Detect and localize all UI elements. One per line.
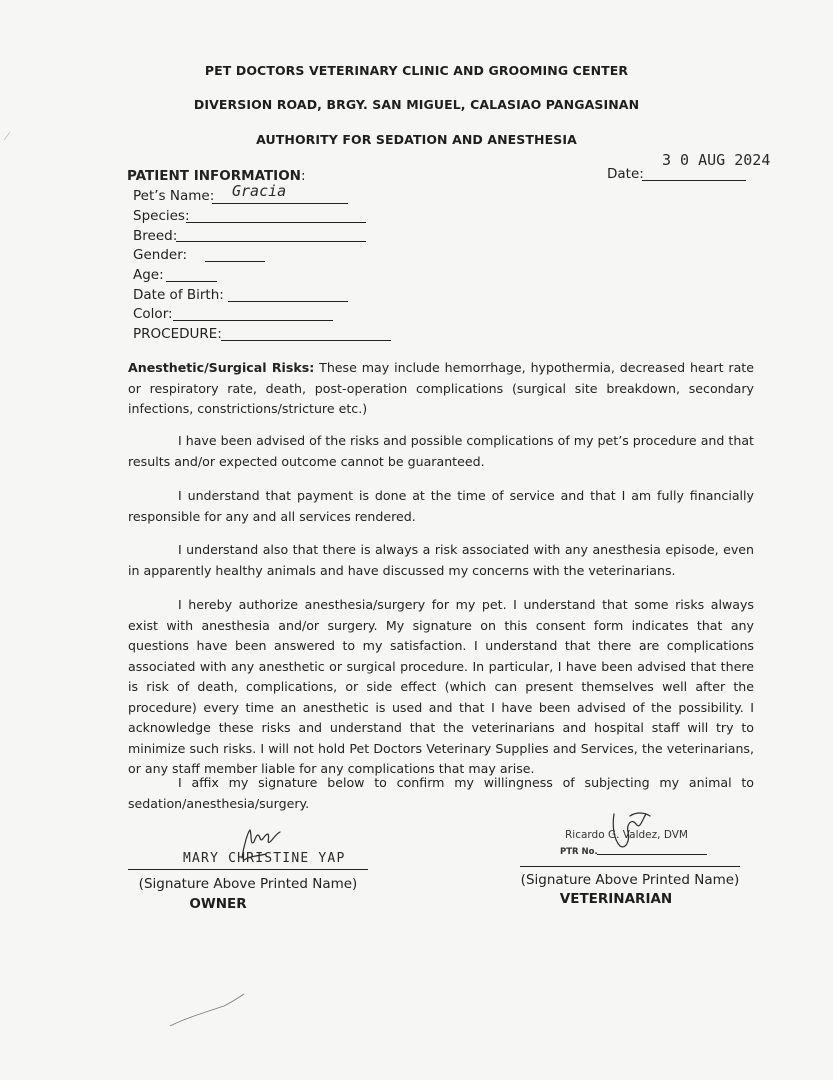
owner-signature-line bbox=[128, 869, 368, 870]
consent-paragraph-5: I affix my signature below to confirm my willingness of subjecting my animal to sedation/anesthesia/surgery. bbox=[128, 775, 754, 811]
color-label: Color: bbox=[133, 306, 173, 322]
breed-label: Breed: bbox=[133, 228, 178, 244]
consent-paragraph-3: I understand also that there is always a risk associated with any anesthesia episode, even in apparently healthy animals and have discussed my concerns with the veterinarians. bbox=[128, 542, 754, 578]
age-line bbox=[166, 281, 217, 282]
consent-paragraph-4: I hereby authorize anesthesia/surgery for my pet. I understand that some risks always exist with anesthesia and/or surgery. My signature on this consent form indicates that any questions have been answered to my satisfaction. I understand that there are complications associated with any anesthetic or surgical procedure. In particular, I have been advised that there is risk of death, complications, or side effect (which can present themselves well after the procedure) every time an anesthetic is used and that I have been advised of the possibility. I acknowledge these risks and understand that the veterinarians and hospital staff will try to minimize such risks. I will not hold Pet Doctors Veterinary Supplies and Services, the veterinarians, or any staff member liable for any complications that may arise. bbox=[128, 597, 754, 776]
species-label: Species: bbox=[133, 208, 190, 224]
scan-artifact-mark bbox=[2, 128, 14, 142]
age-label: Age: bbox=[133, 267, 164, 283]
clinic-name: PET DOCTORS VETERINARY CLINIC AND GROOMING CENTER bbox=[204, 63, 629, 78]
gender-line bbox=[205, 261, 265, 262]
procedure-label: PROCEDURE: bbox=[133, 326, 222, 342]
risks-label: Anesthetic/Surgical Risks: bbox=[128, 360, 315, 375]
pet-name-line bbox=[212, 203, 348, 204]
pet-name-label: Pet’s Name: bbox=[133, 188, 215, 204]
species-line bbox=[186, 222, 366, 223]
clinic-address: DIVERSION ROAD, BRGY. SAN MIGUEL, CALASIAO PANGASINAN bbox=[193, 97, 640, 112]
date-line bbox=[642, 180, 746, 181]
vet-caption: (Signature Above Printed Name) bbox=[520, 872, 740, 888]
vet-signature-line bbox=[520, 866, 740, 867]
owner-caption: (Signature Above Printed Name) bbox=[138, 876, 358, 892]
dob-line bbox=[228, 301, 348, 302]
vet-stamp-name: Ricardo G. Valdez, DVM bbox=[565, 829, 688, 841]
consent-paragraph-2: I understand that payment is done at the time of service and that I am fully financially responsible for any and all services rendered. bbox=[128, 488, 754, 524]
pet-name-value: Gracia bbox=[232, 182, 287, 200]
procedure-line bbox=[221, 340, 391, 341]
risks-paragraph bbox=[128, 358, 754, 420]
vet-stamp-ptr: PTR No. bbox=[560, 847, 598, 857]
date-label: Date: bbox=[607, 166, 644, 182]
form-title: AUTHORITY FOR SEDATION AND ANESTHESIA bbox=[256, 132, 577, 147]
color-line bbox=[173, 320, 333, 321]
vet-role: VETERINARIAN bbox=[559, 891, 673, 907]
gender-label: Gender: bbox=[133, 247, 188, 263]
date-value: 3 0 AUG 2024 bbox=[662, 151, 771, 169]
risks-text: These may include hemorrhage, hypothermia, decreased heart rate or respiratory rate, death, post-operation complications (surgical site breakdown, secondary infections, constrictions/stricture etc.) bbox=[128, 360, 754, 416]
patient-info-heading: PATIENT INFORMATION: bbox=[127, 168, 306, 184]
dob-label: Date of Birth: bbox=[133, 287, 224, 303]
owner-role: OWNER bbox=[189, 896, 247, 912]
owner-printed-name: MARY CHRISTINE YAP bbox=[183, 851, 346, 866]
pen-stroke-mark bbox=[166, 990, 250, 1030]
vet-ptr-line bbox=[597, 854, 707, 855]
consent-paragraph-1: I have been advised of the risks and possible complications of my pet’s procedure and that results and/or expected outcome cannot be guaranteed. bbox=[128, 433, 754, 469]
breed-line bbox=[176, 241, 366, 242]
